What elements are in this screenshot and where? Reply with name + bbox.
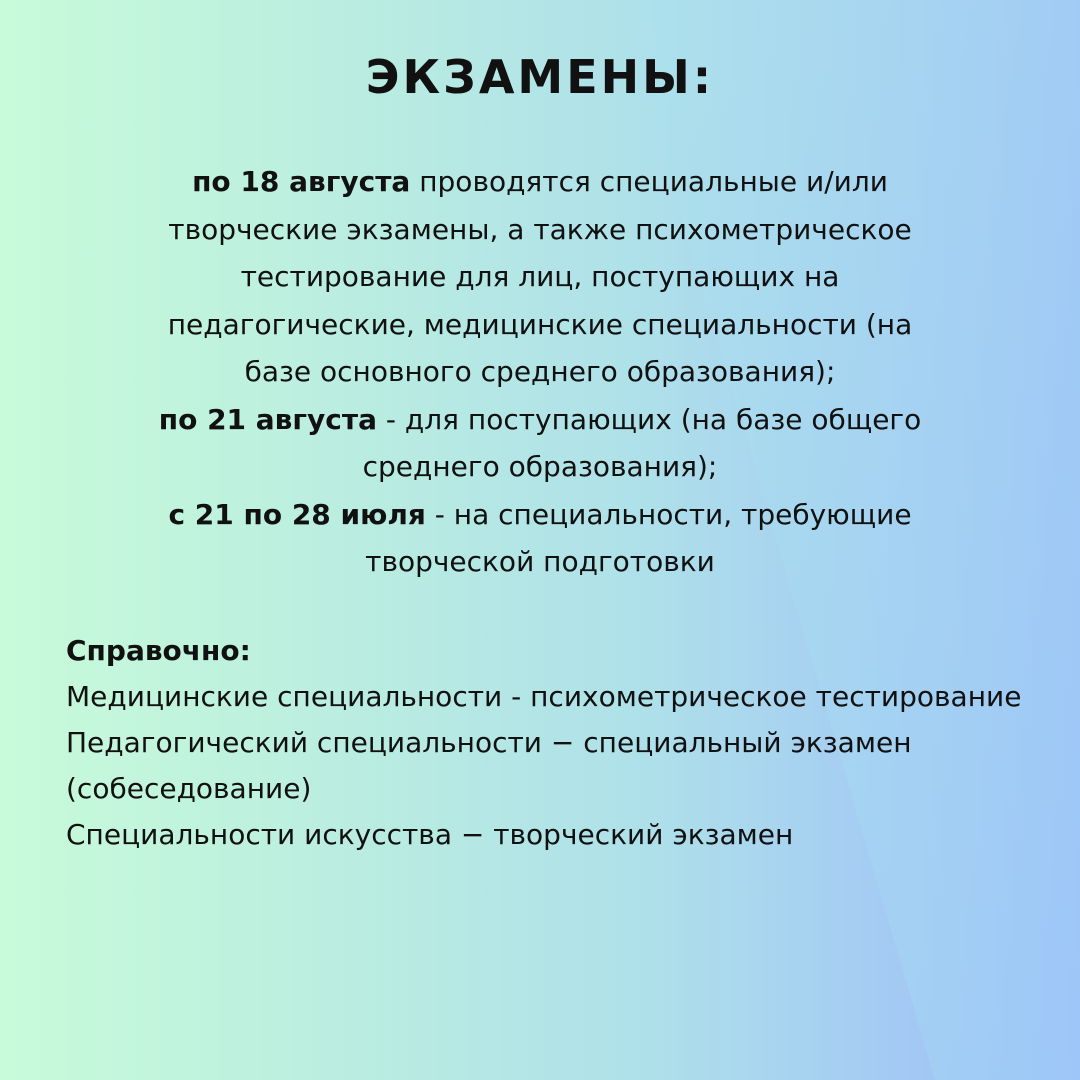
- reference-item-2: Педагогический специальности − специальный экзамен (собеседование): [66, 726, 912, 805]
- schedule-item-1: [140, 158, 940, 396]
- reference-section: [66, 628, 1026, 858]
- reference-item-1: Медицинские специальности - психометрическое тестирование: [66, 680, 1022, 713]
- reference-heading: [66, 628, 1026, 674]
- page-title: ЭКЗАМЕНЫ:: [365, 50, 715, 104]
- schedule-text-2: - для поступающих (на базе общего среднего образования);: [362, 402, 922, 483]
- schedule-date-3: с 21 по 28 июля: [168, 497, 426, 531]
- schedule-text-1: проводятся специальные и/или творческие экзамены, а также психометрическое тестирование для лиц, поступающих на педагогические, медицинские специальности (на базе основного среднего образования);: [167, 165, 913, 388]
- reference-heading-text: Справочно:: [66, 634, 251, 667]
- schedule-date-1: по 18 августа: [192, 165, 411, 198]
- schedule-item-2: [110, 396, 970, 491]
- schedule-date-2: по 21 августа: [158, 402, 377, 436]
- reference-item-3: Специальности искусства − творческий экзамен: [66, 818, 794, 851]
- schedule-item-3: [110, 491, 970, 586]
- schedule-text-3: - на специальности, требующие творческой подготовки: [365, 497, 912, 578]
- exam-schedule: [50, 158, 1030, 586]
